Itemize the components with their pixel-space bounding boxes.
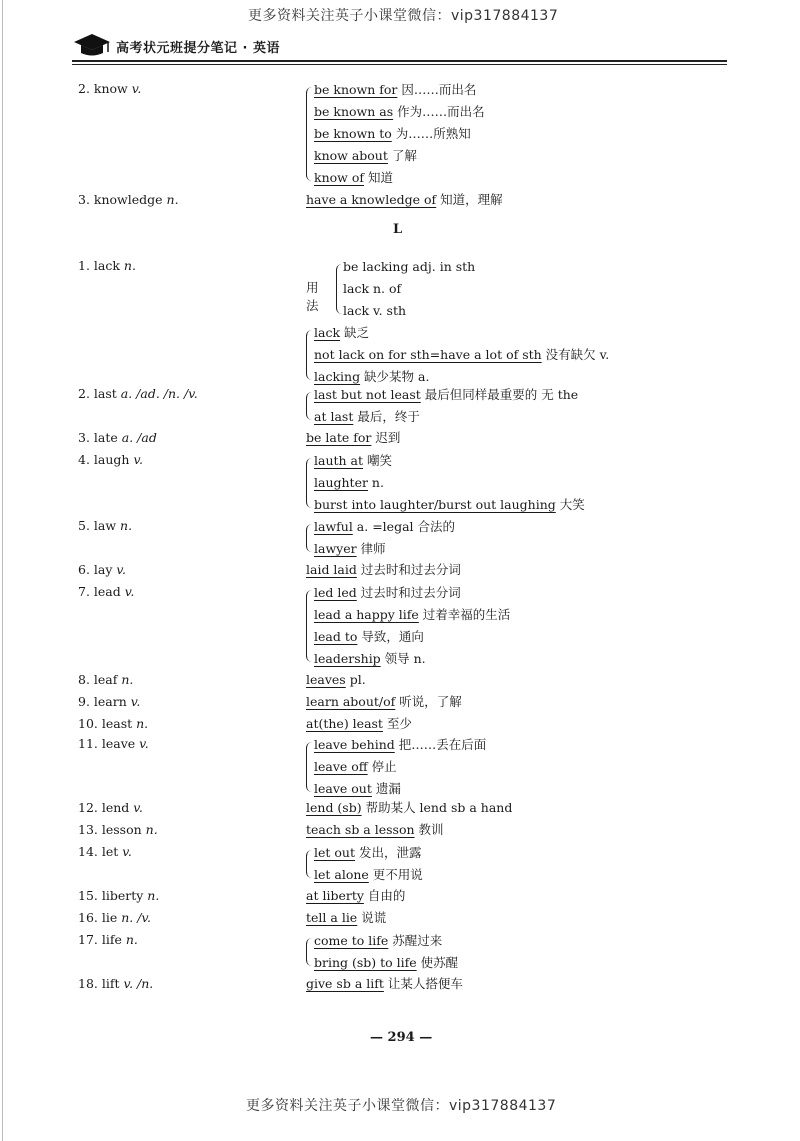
phrase-group (306, 516, 455, 560)
entry-phrase: at(the) least 至少 (306, 716, 412, 731)
entry-word: 16. lie n. /v. (78, 910, 151, 925)
phrase-line: leave off 停止 (314, 759, 397, 774)
entry-phrase: have a knowledge of 知道，理解 (306, 192, 503, 207)
brace (306, 392, 312, 420)
phrase-line: last but not least 最后但同样最重要的 无 the (314, 387, 579, 402)
phrase-line: not lack on for sth=have a lot of sth 没有缺欠 v. (314, 347, 610, 362)
entry-word: 8. leaf n. (78, 672, 134, 687)
phrase-line: know about 了解 (314, 148, 417, 163)
entry-word: 6. lay v. (78, 562, 126, 577)
usage-label: 用法 (306, 280, 319, 313)
entry-phrase: laid laid 过去时和过去分词 (306, 562, 461, 577)
phrase-line: lead to 导致，通向 (314, 629, 424, 644)
entry-word: 3. late a. /ad (78, 430, 157, 445)
brace (306, 742, 312, 792)
page-number: — 294 — (370, 1030, 433, 1045)
phrase-group (306, 930, 458, 974)
phrase-line: lawful a. =legal 合法的 (314, 519, 455, 534)
usage-line: lack v. sth (343, 303, 407, 318)
phrase-line: leadership 领导 n. (314, 651, 426, 666)
entry-word: 10. least n. (78, 716, 149, 731)
phrase-line: lack 缺乏 (314, 325, 370, 340)
phrase-line: at last 最后，终于 (314, 409, 420, 424)
entry-word: 7. lead v. (78, 584, 135, 599)
brace (306, 938, 312, 966)
entry-word: 3. knowledge n. (78, 192, 179, 207)
phrase-line: leave behind 把……丢在后面 (314, 737, 487, 752)
watermark-top: 更多资料关注英子小课堂微信：vip317884137 (248, 8, 559, 24)
phrase-line: let out 发出，泄露 (314, 845, 422, 860)
brace (306, 458, 312, 508)
brace (306, 524, 312, 552)
binding-line (2, 0, 3, 1141)
usage-line: be lacking adj. in sth (343, 259, 476, 274)
phrase-line: laughter n. (314, 475, 384, 490)
phrase-line: come to life 苏醒过来 (314, 933, 443, 948)
brace (306, 850, 312, 878)
header-title: 高考状元班提分笔记 · 英语 (116, 41, 280, 56)
phrase-line: bring (sb) to life 使苏醒 (314, 955, 459, 970)
entry-word: 9. learn v. (78, 694, 141, 709)
entry-phrase: leaves pl. (306, 672, 366, 687)
phrase-line: led led 过去时和过去分词 (314, 585, 461, 600)
entry-word: 11. leave v. (78, 736, 149, 751)
header-rule-thin (72, 64, 727, 65)
phrase-group (306, 322, 609, 388)
header-rule (72, 60, 727, 62)
entry-word: 12. lend v. (78, 800, 143, 815)
entry-word: 18. lift v. /n. (78, 976, 154, 991)
brace (306, 590, 312, 662)
entry-phrase: at liberty 自由的 (306, 888, 406, 903)
graduation-cap-icon (72, 30, 112, 58)
entry-word: 4. laugh v. (78, 452, 143, 467)
phrase-line: burst into laughter/burst out laughing 大笑 (314, 497, 585, 512)
phrase-group (306, 450, 585, 516)
entry-phrase: learn about/of 听说，了解 (306, 694, 462, 709)
entry-word: 14. let v. (78, 844, 132, 859)
entry-word: 2. last a. /ad. /n. /v. (78, 386, 198, 401)
entry-word: 13. lesson n. (78, 822, 158, 837)
entry-word: 17. life n. (78, 932, 138, 947)
entry-phrase: teach sb a lesson 教训 (306, 822, 444, 837)
phrase-line: let alone 更不用说 (314, 867, 423, 882)
phrase-line: lawyer 律师 (314, 541, 386, 556)
entry-phrase: give sb a lift 让某人搭便车 (306, 976, 463, 991)
phrase-group (306, 842, 423, 886)
page-header (72, 28, 727, 62)
phrase-line: know of 知道 (314, 170, 393, 185)
phrase-line: be known for 因……而出名 (314, 82, 477, 97)
usage-line: lack n. of (343, 281, 402, 296)
letter-heading: L (393, 222, 403, 237)
entry-phrase: lend (sb) 帮助某人 lend sb a hand (306, 800, 513, 815)
phrase-line: lauth at 嘲笑 (314, 453, 393, 468)
brace (306, 330, 312, 380)
phrase-group (306, 79, 485, 189)
entry-phrase: be late for 迟到 (306, 430, 401, 445)
watermark-bottom: 更多资料关注英子小课堂微信：vip317884137 (246, 1098, 557, 1114)
phrase-group (306, 384, 578, 428)
phrase-group (306, 734, 486, 800)
phrase-line: leave out 遗漏 (314, 781, 401, 796)
entry-word: 2. know v. (78, 81, 142, 96)
phrase-line: be known to 为……所熟知 (314, 126, 471, 141)
phrase-line: lead a happy life 过着幸福的生活 (314, 607, 511, 622)
entry-word: 15. liberty n. (78, 888, 160, 903)
phrase-line: lacking 缺少某物 a. (314, 369, 430, 384)
brace (306, 87, 312, 181)
phrase-line: be known as 作为……而出名 (314, 104, 485, 119)
entry-word: 1. lack n. (78, 258, 136, 273)
phrase-group (306, 582, 510, 670)
entry-phrase: tell a lie 说谎 (306, 910, 387, 925)
entry-word: 5. law n. (78, 518, 133, 533)
